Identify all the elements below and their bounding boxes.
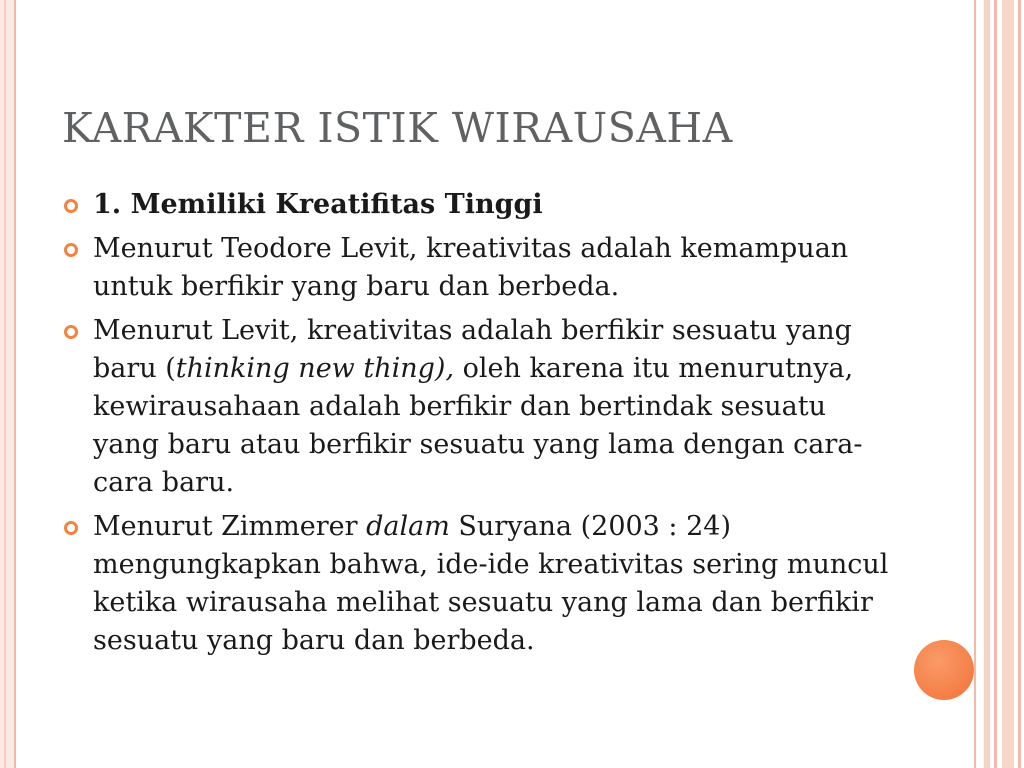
bullet-item (64, 508, 894, 660)
bullet-text-italic: thinking new thing), (175, 353, 455, 384)
slide-title: KARAKTER ISTIK WIRAUSAHA (62, 104, 733, 152)
bullet-text-before: Menurut Zimmerer (93, 511, 367, 542)
bullet-icon (64, 521, 78, 535)
left-border-decoration (0, 0, 16, 768)
bullet-icon (64, 243, 78, 257)
stripe (994, 0, 997, 768)
right-stripes-decoration (974, 0, 1024, 768)
bullet-list (64, 186, 894, 666)
stripe (984, 0, 990, 768)
bullet-icon (64, 325, 78, 339)
bullet-item (64, 230, 894, 306)
orange-circle-decoration (914, 640, 974, 700)
bullet-text-italic: dalam (366, 511, 450, 542)
stripe (974, 0, 976, 768)
bullet-text: 1. Memiliki Kreatifitas Tinggi (93, 189, 543, 220)
bullet-item (64, 312, 894, 502)
bullet-icon (64, 199, 78, 213)
bullet-text-after: oleh karena itu menurutnya, kewirausahaan adalah berfikir dan bertindak sesuatu yang baru atau berfikir sesuatu yang lama dengan cara-cara baru. (93, 353, 863, 498)
bullet-item (64, 186, 894, 224)
bullet-text: Menurut Teodore Levit, kreativitas adalah kemampuan untuk berfikir yang baru dan berbeda. (93, 233, 849, 302)
stripe (1018, 0, 1021, 768)
bullet-text-before: Menurut Levit, kreativitas adalah berfikir sesuatu yang baru ( (93, 315, 852, 384)
stripe (1002, 0, 1014, 768)
bullet-text-after: Suryana (2003 : 24) mengungkapkan bahwa, ide-ide kreativitas sering muncul ketika wirausaha melihat sesuatu yang lama dan berfikir sesuatu yang baru dan berbeda. (93, 511, 889, 656)
